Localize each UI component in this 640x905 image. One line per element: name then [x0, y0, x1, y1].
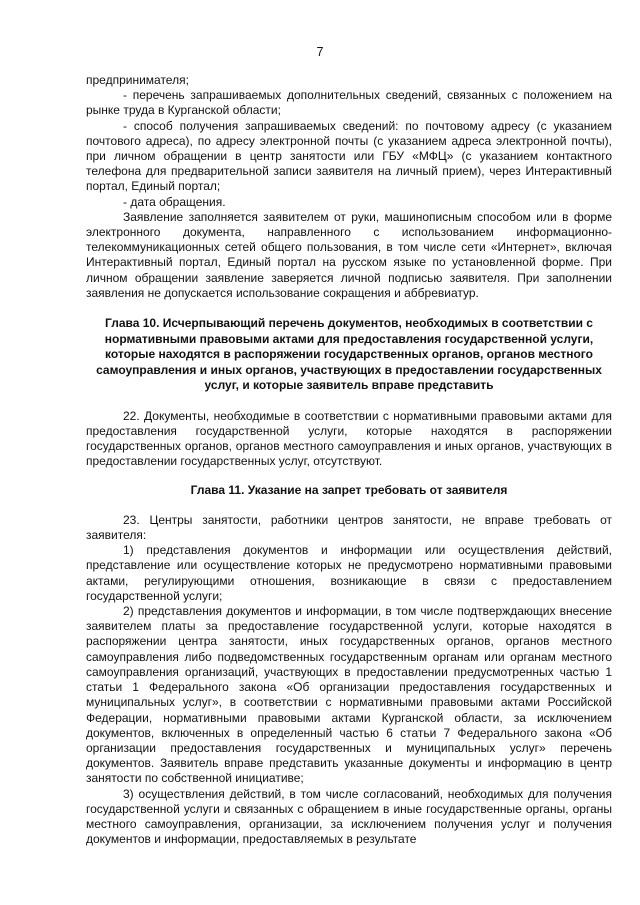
paragraph: - дата обращения. — [123, 194, 226, 209]
paragraph: 22. Документы, необходимые в соответствии с нормативными правовыми актами для предоставления государственной услуги, которые находятся в распоряжении государственных органов, органов местного самоуправления и иных органов, участвующих в предоставлении государственных услуг, отсутствуют. — [86, 408, 612, 469]
page-content — [86, 73, 612, 847]
chapter-10-heading: Глава 10. Исчерпывающий перечень документов, необходимых в соответствии с нормативными правовыми актами для предоставления государственной услуги, которые находятся в распоряжении государственных органов, органов местного самоуправления и иных органов, участвующих в предоставлении государственных услуг, и которые заявитель вправе представить — [96, 316, 602, 393]
chapter-11-heading: Глава 11. Указание на запрет требовать от заявителя — [190, 483, 508, 498]
paragraph: 23. Центры занятости, работники центров занятости, не вправе требовать от заявителя: — [86, 512, 612, 543]
paragraph: 2) представления документов и информации, в том числе подтверждающих внесение заявителем платы за предоставление государственной услуги, которые находятся в распоряжении центра занятости, иных государственных органов, органов местного самоуправления либо подведомственных государственным органам или органам местного самоуправления организаций, участвующих в предоставлении предусмотренных частью 1 статьи 1 Федерального закона «Об организации предоставления государственных и муниципальных услуг», в соответствии с нормативными правовыми актами Российской Федерации, нормативными правовыми актами Курганской области, за исключением документов, включенных в определенный частью 6 статьи 7 Федерального закона «Об организации предоставления государственных и муниципальных услуг» перечень документов. Заявитель вправе представить указанные документы и информацию в центр занятости по собственной инициативе; — [86, 604, 612, 786]
page-number: 7 — [316, 45, 324, 59]
paragraph: - перечень запрашиваемых дополнительных сведений, связанных с положением на рынке труда в Курганской области; — [86, 88, 612, 118]
paragraph: 1) представления документов и информации или осуществления действий, представление или осуществление которых не предусмотрено нормативными правовыми актами, регулирующими отношения, возникающие в связи с предоставлением государственной услуги; — [86, 543, 612, 603]
paragraph: Заявление заполняется заявителем от руки, машинописным способом или в форме электронного документа, направленного с использованием информационно-телекоммуникационных сетей общего пользования, в том числе сети «Интернет», включая Интерактивный портал, Единый портал на русском языке по установленной форме. При личном обращении заявление заверяется личной подписью заявителя. При заполнении заявления не допускается использование сокращения и аббревиатур. — [86, 209, 612, 300]
paragraph: предпринимателя; — [86, 73, 189, 87]
paragraph: - способ получения запрашиваемых сведений: по почтовому адресу (с указанием почтового адреса), по адресу электронной почты (с указанием адреса электронной почты), при личном обращении в центр занятости или ГБУ «МФЦ» (с указанием контактного телефона для предварительной записи заявителя на личный прием), через Интерактивный портал, Единый портал; — [86, 118, 612, 194]
paragraph: 3) осуществления действий, в том числе согласований, необходимых для получения государственной услуги и связанных с обращением в иные государственные органы, органы местного самоуправления, организации, за исключением получения услуг и получения документов и информации, предоставляемых в результате — [86, 786, 612, 847]
